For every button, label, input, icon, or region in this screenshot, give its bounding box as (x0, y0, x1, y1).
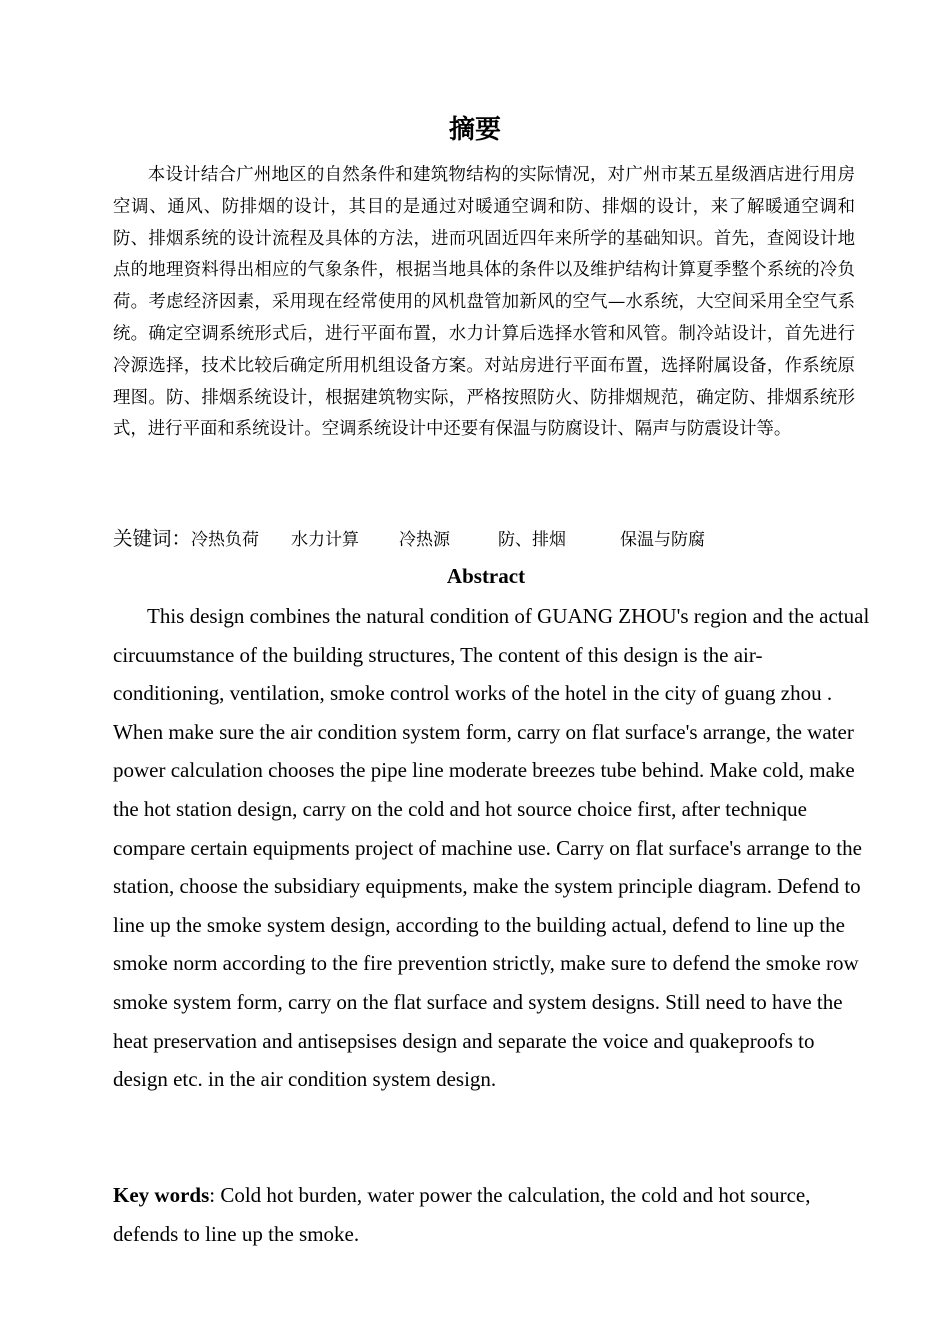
chinese-abstract-title: 摘要 (448, 115, 501, 145)
english-keywords-text: : Cold hot burden, water power the calculation, the cold and hot source, defends to line up the smoke. (113, 1183, 811, 1246)
chinese-keywords-label: 关键词： (113, 527, 192, 550)
english-keywords (113, 1176, 855, 1253)
chinese-keywords (113, 524, 855, 555)
chinese-keyword-4: 防、排烟 (498, 530, 567, 550)
english-abstract-title: Abstract (446, 564, 526, 588)
chinese-abstract-body: 本设计结合广州地区的自然条件和建筑物结构的实际情况，对广州市某五星级酒店进行用房空调、通风、防排烟的设计，其目的是通过对暖通空调和防、排烟的设计，来了解暖通空调和防、排烟系统的设计流程及具体的方法，进而巩固近四年来所学的基础知识。首先，查阅设计地点的地理资料得出相应的气象条件，根据当地具体的条件以及维护结构计算夏季整个系统的冷负荷。考虑经济因素，采用现在经常使用的风机盘管加新风的空气—水系统，大空间采用全空气系统。确定空调系统形式后，进行平面布置，水力计算后选择水管和风管。制冷站设计，首先进行冷源选择，技术比较后确定所用机组设备方案。对站房进行平面布置，选择附属设备，作系统原理图。防、排烟系统设计，根据建筑物实际，严格按照防火、防排烟规范，确定防、排烟系统形式，进行平面和系统设计。空调系统设计中还要有保温与防腐设计、隔声与防震设计等。 (113, 165, 855, 440)
chinese-keyword-1: 冷热负荷 (191, 530, 260, 550)
chinese-keyword-2: 水力计算 (291, 530, 360, 550)
chinese-keyword-5: 保温与防腐 (620, 530, 706, 550)
english-abstract-body: This design combines the natural condition of GUANG ZHOU's region and the actual circuumstance of the building structures, The content of this design is the air-conditioning, ventilation, smoke control works of the hotel in the city of guang zhou . When make sure the air condition system form, carry on flat surface's arrange, the water power calculation chooses the pipe line moderate breezes tube behind. Make cold, make the hot station design, carry on the cold and hot source choice first, after technique compare certain equipments project of machine use. Carry on flat surface's arrange to the station, choose the subsidiary equipments, make the system principle diagram. Defend to line up the smoke system design, according to the building actual, defend to line up the smoke norm according to the fire prevention strictly, make sure to defend the smoke row smoke system form, carry on the flat surface and system designs. Still need to have the heat preservation and antisepsises design and separate the voice and quakeproofs to design etc. in the air condition system design. (113, 604, 870, 1092)
chinese-keyword-3: 冷热源 (399, 530, 451, 550)
english-keywords-label: Key words (113, 1183, 210, 1207)
